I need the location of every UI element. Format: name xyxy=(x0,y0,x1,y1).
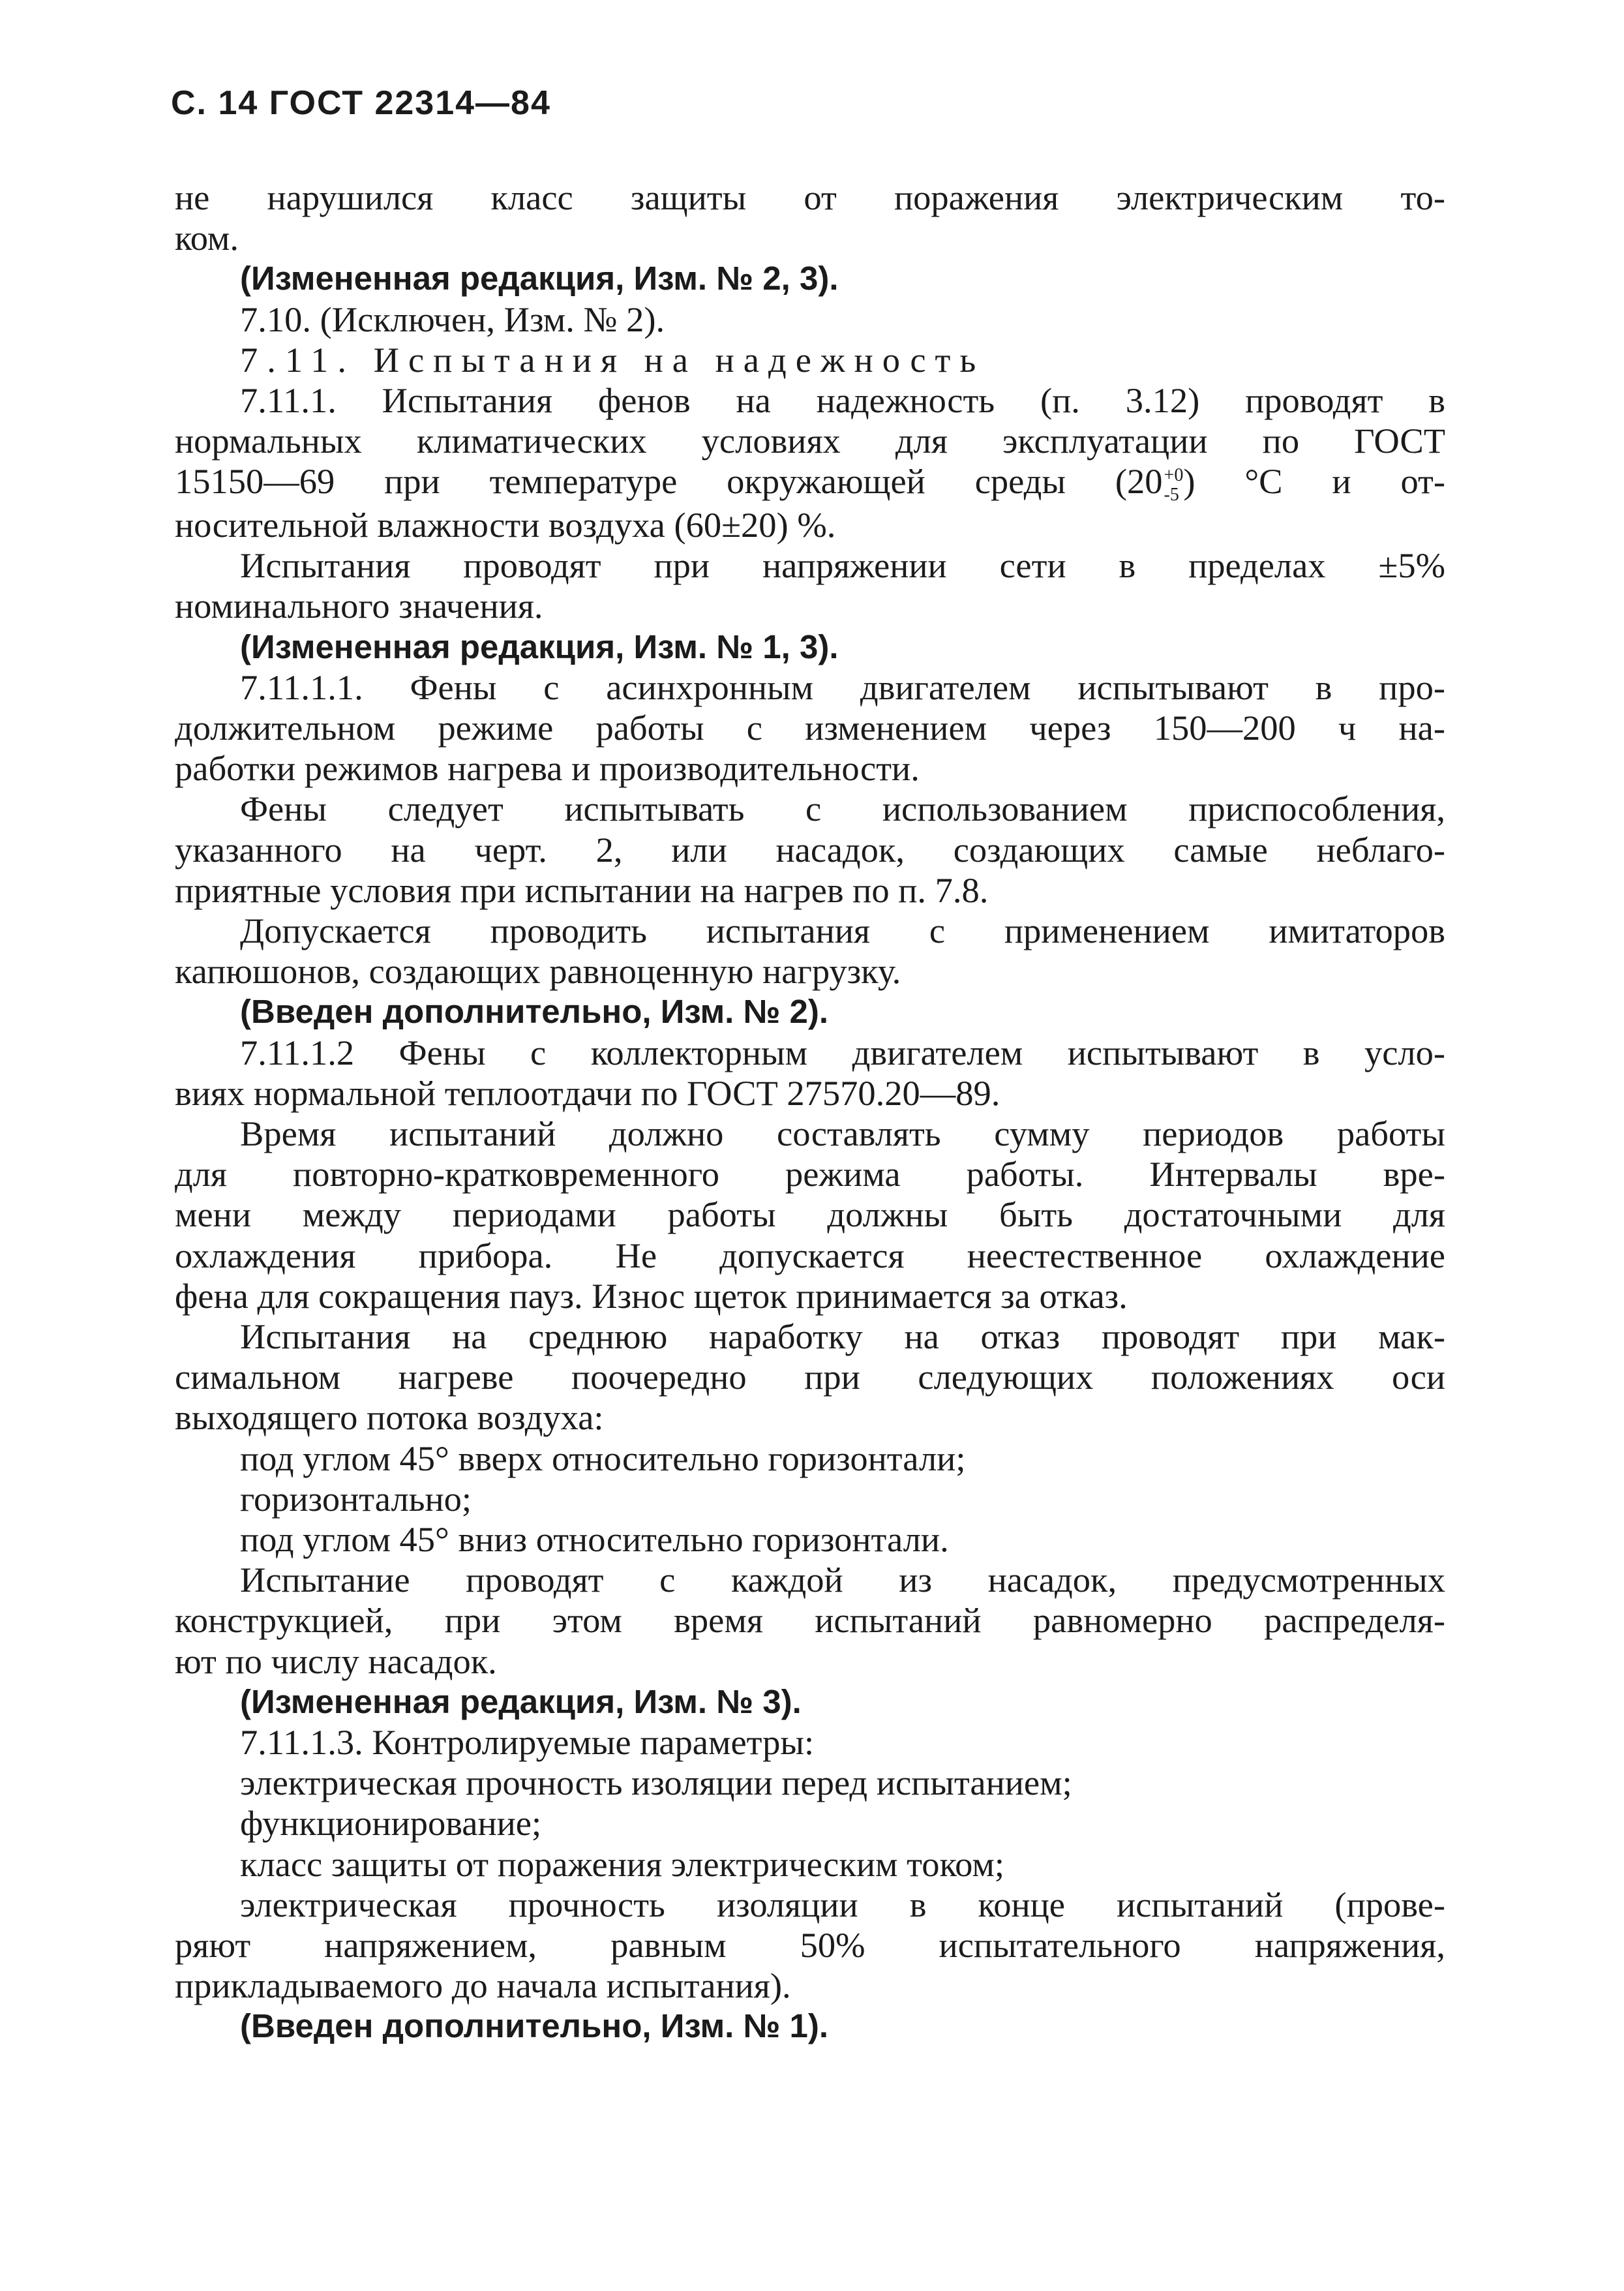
text-line: носительной влажности воздуха (60±20) %. xyxy=(175,504,836,545)
list-item: электрическая прочность изоляции в конце испытаний (прове- xyxy=(240,1884,1445,1924)
text-line: номинального значения. xyxy=(175,586,543,626)
text-line: приятные условия при испытании на нагрев по п. 7.8. xyxy=(175,870,989,910)
list-item: горизонтально; xyxy=(240,1478,472,1519)
text-line: симальном нагреве поочередно при следующих положениях оси xyxy=(175,1357,1445,1397)
text-line: Испытания проводят при напряжении сети в пределах ±5% xyxy=(240,545,1445,586)
text-line: ют по числу насадок. xyxy=(175,1641,497,1681)
temperature-tolerance xyxy=(1164,466,1184,505)
amendment-note: (Измененная редакция, Изм. № 2, 3). xyxy=(240,260,839,297)
text-line: 7.11.1.2 Фены с коллекторным двигателем испытывают в усло- xyxy=(240,1032,1445,1072)
text-line: Фены следует испытывать с использованием приспособления, xyxy=(240,789,1445,829)
text-line-with-tolerance xyxy=(175,461,1445,505)
text-line: виях нормальной теплоотдачи по ГОСТ 27570.20—89. xyxy=(175,1072,1000,1113)
list-item: под углом 45° вверх относительно горизонтали; xyxy=(240,1438,966,1478)
amendment-note: (Измененная редакция, Изм. № 1, 3). xyxy=(240,628,839,665)
text-line: нормальных климатических условиях для эксплуатации по ГОСТ xyxy=(175,421,1445,461)
text-fragment: ) °С и от- xyxy=(1183,461,1445,502)
text-line: ком. xyxy=(175,218,239,258)
text-line: указанного на черт. 2, или насадок, создающих самые неблаго- xyxy=(175,829,1445,870)
list-item: функционирование; xyxy=(240,1803,542,1843)
clause-heading: 7.10. (Исключен, Изм. № 2). xyxy=(240,299,665,339)
text-line: ряют напряжением, равным 50% испытательного напряжения, xyxy=(175,1925,1445,1965)
text-line: 7.11.1. Испытания фенов на надежность (п. 3.12) проводят в xyxy=(240,380,1445,421)
amendment-note: (Введен дополнительно, Изм. № 1). xyxy=(240,2007,829,2045)
text-line: для повторно-кратковременного режима работы. Интервалы вре- xyxy=(175,1154,1445,1194)
text-line: должительном режиме работы с изменением через 150—200 ч на- xyxy=(175,707,1445,748)
text-line: работки режимов нагрева и производительности. xyxy=(175,748,920,789)
body-text xyxy=(175,177,1445,2047)
text-line: охлаждения прибора. Не допускается неестественное охлаждение xyxy=(175,1235,1445,1275)
section-heading: 7.11. Испытания на надежность xyxy=(240,339,985,380)
amendment-note: (Введен дополнительно, Изм. № 2). xyxy=(240,993,829,1031)
text-line: конструкцией, при этом время испытаний равномерно распределя- xyxy=(175,1600,1445,1641)
text-line: капюшонов, создающих равноценную нагрузку. xyxy=(175,951,901,992)
text-fragment: 15150—69 при температуре окружающей среды (20 xyxy=(175,461,1163,502)
tolerance-upper: +0 xyxy=(1164,464,1184,485)
list-item: класс защиты от поражения электрическим током; xyxy=(240,1843,1005,1884)
list-item: электрическая прочность изоляции перед испытанием; xyxy=(240,1763,1072,1803)
text-line: 7.11.1.3. Контролируемые параметры: xyxy=(240,1722,815,1763)
amendment-note: (Измененная редакция, Изм. № 3). xyxy=(240,1682,802,1720)
page-header: С. 14 ГОСТ 22314—84 xyxy=(171,84,551,122)
text-line: фена для сокращения пауз. Износ щеток принимается за отказ. xyxy=(175,1275,1128,1316)
text-line: мени между периодами работы должны быть достаточными для xyxy=(175,1194,1445,1235)
text-line: Испытания на среднюю наработку на отказ проводят при мак- xyxy=(240,1316,1445,1356)
text-line: Испытание проводят с каждой из насадок, предусмотренных xyxy=(240,1560,1445,1600)
text-line: не нарушился класс защиты от поражения электрическим то- xyxy=(175,177,1445,217)
text-line: Время испытаний должно составлять сумму периодов работы xyxy=(240,1113,1445,1153)
tolerance-lower: -5 xyxy=(1164,484,1179,505)
list-item: под углом 45° вниз относительно горизонтали. xyxy=(240,1519,949,1559)
text-line: прикладываемого до начала испытания). xyxy=(175,1965,791,2006)
text-line: выходящего потока воздуха: xyxy=(175,1397,604,1438)
text-line: Допускается проводить испытания с применением имитаторов xyxy=(240,910,1445,950)
text-line: 7.11.1.1. Фены с асинхронным двигателем испытывают в про- xyxy=(240,667,1445,707)
